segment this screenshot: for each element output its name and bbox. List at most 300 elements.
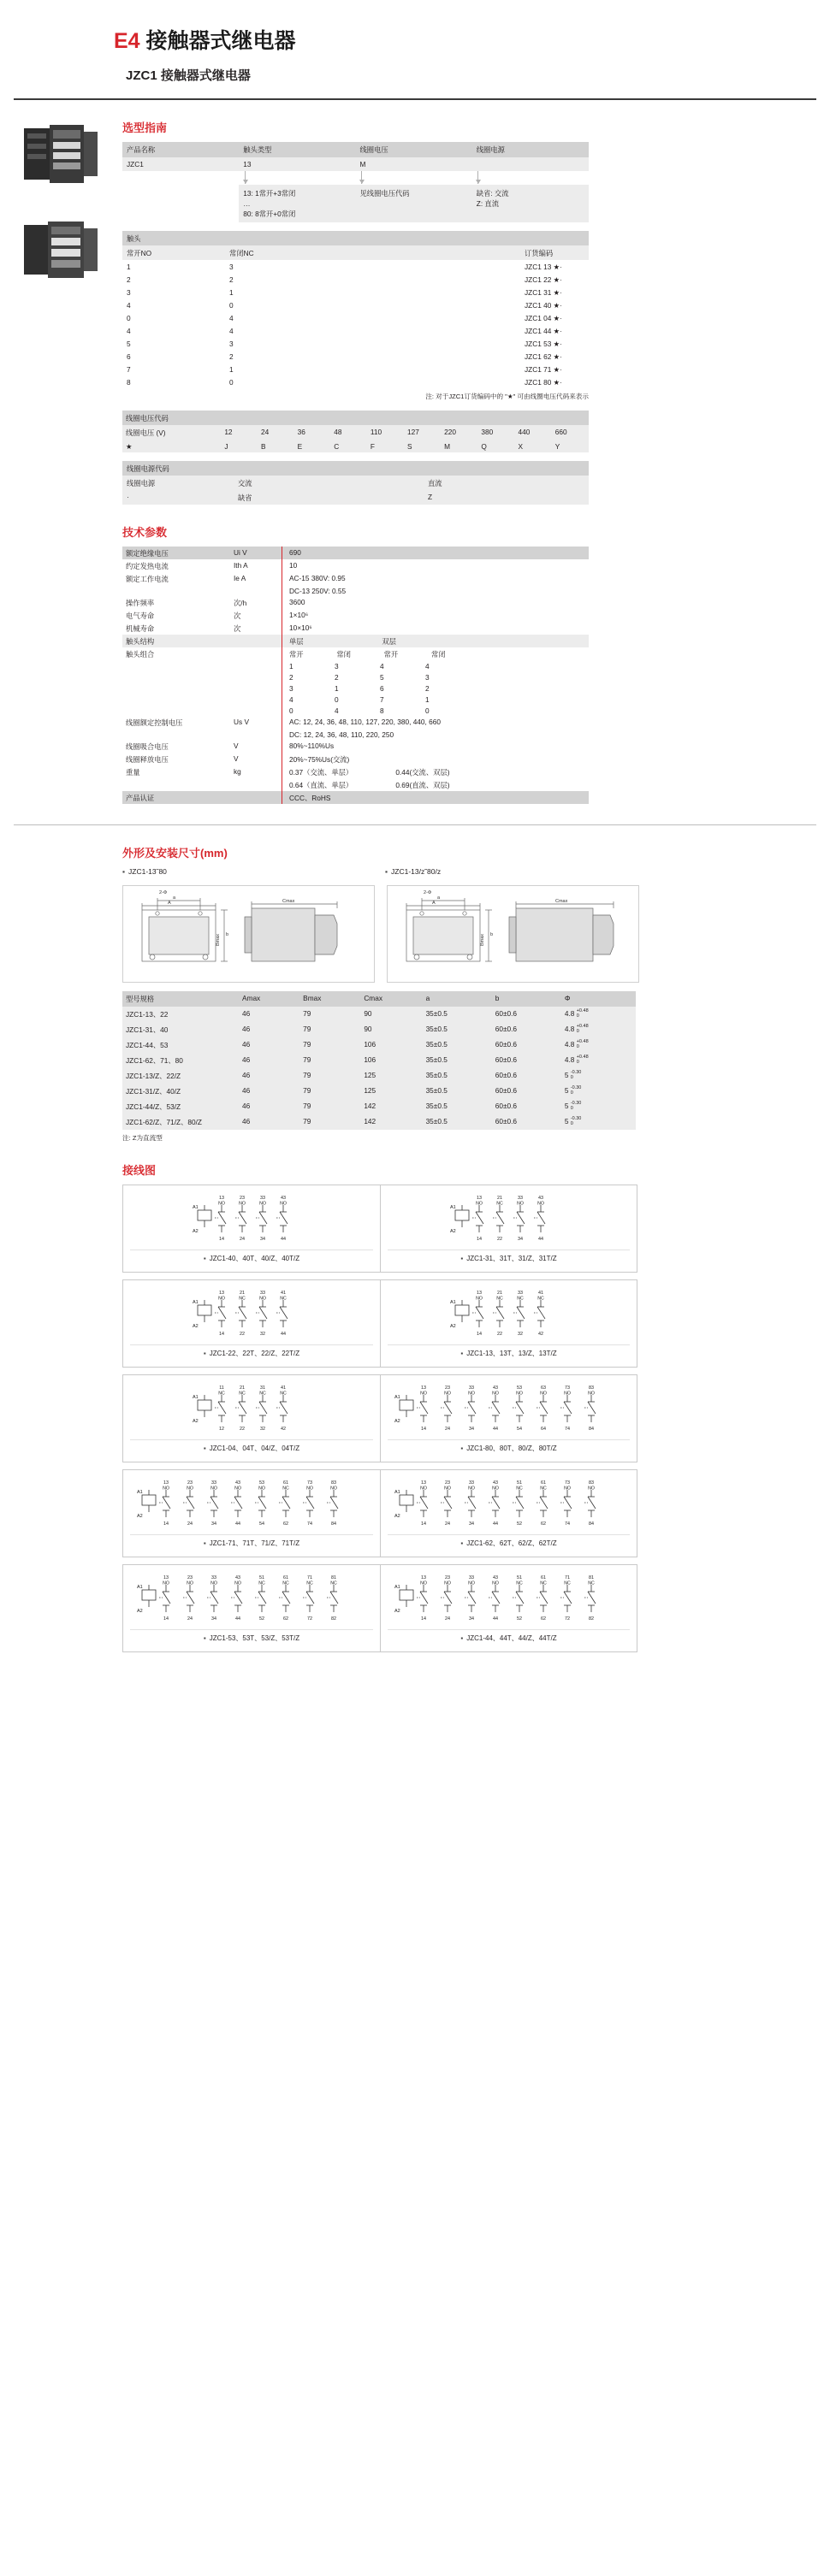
desc-contact-line1: 13: 1常开+3常闭 xyxy=(243,189,296,198)
arrow-coil-voltage xyxy=(361,171,362,184)
combo-cell: 3 xyxy=(425,672,430,682)
svg-text:31: 31 xyxy=(260,1385,265,1391)
release-unit: V xyxy=(234,753,239,763)
coil-dc-unit-blank xyxy=(230,729,282,740)
combo-h4: 常闭 xyxy=(430,649,446,659)
wiring-caption: ▪ JZC1-44、44T、44/Z、44T/Z xyxy=(388,1629,630,1647)
wiring-caption: ▪ JZC1-31、31T、31/Z、31T/Z xyxy=(388,1250,630,1267)
tech-unit xyxy=(230,585,282,596)
svg-text:NO: NO xyxy=(563,1391,571,1397)
cell-no: 3 xyxy=(127,287,131,297)
table-row xyxy=(122,411,589,425)
svg-text:13: 13 xyxy=(219,1196,224,1202)
svg-text:44: 44 xyxy=(235,1521,240,1527)
tech-structure-row xyxy=(122,635,589,647)
dim-cell: 142 xyxy=(360,1114,422,1130)
combo-blank xyxy=(122,705,230,716)
page-subtitle: JZC1 接触器式继电器 xyxy=(126,68,251,83)
dim-col-b: b xyxy=(492,991,561,1007)
desc-coil-voltage xyxy=(356,185,472,222)
dim-cell: 46 xyxy=(239,1037,299,1053)
dim-cell: 79 xyxy=(299,1053,360,1068)
cell-blank xyxy=(383,311,520,324)
combo-values xyxy=(282,682,590,694)
svg-text:NO: NO xyxy=(330,1486,337,1492)
combo-row xyxy=(122,671,589,682)
svg-text:A2: A2 xyxy=(137,1514,143,1520)
dim-phi: 4.8 +0.48 0 xyxy=(561,1037,636,1053)
svg-text:83: 83 xyxy=(331,1480,336,1486)
svg-text:14: 14 xyxy=(420,1616,426,1622)
svg-text:b: b xyxy=(226,932,229,938)
svg-text:A2: A2 xyxy=(394,1609,400,1615)
coil-voltage-value: 660 xyxy=(552,425,589,440)
svg-text:81: 81 xyxy=(588,1575,594,1581)
contact-rows xyxy=(122,260,589,388)
svg-text:14: 14 xyxy=(476,1237,482,1243)
cell-order-code: JZC1 13 ★· xyxy=(525,262,562,271)
svg-text:NO: NO xyxy=(187,1486,193,1492)
table-row xyxy=(122,1084,636,1099)
release-label: 线圈释放电压 xyxy=(126,754,169,764)
svg-text:74: 74 xyxy=(564,1427,570,1433)
svg-text:51: 51 xyxy=(516,1480,522,1486)
dimensions-title: 外形及安装尺寸(mm) xyxy=(122,847,228,860)
coil-voltage-codes-row xyxy=(122,440,589,452)
weight-dc-double: 0.69(直流、双层) xyxy=(395,780,450,789)
svg-text:32: 32 xyxy=(517,1332,523,1338)
svg-text:b: b xyxy=(490,932,494,938)
weight-dc-single: 0.64（直流、单层） xyxy=(289,780,353,789)
combo-cell: 2 xyxy=(335,672,339,682)
svg-text:NO: NO xyxy=(210,1580,217,1586)
tech-value: 10 xyxy=(282,559,590,572)
svg-text:84: 84 xyxy=(588,1521,594,1527)
svg-text:33: 33 xyxy=(517,1196,523,1202)
svg-text:a: a xyxy=(173,895,176,901)
contact-nc-label: 常闭NC xyxy=(225,245,383,260)
svg-text:24: 24 xyxy=(444,1616,450,1622)
order-note: 注: 对于JZC1订货编码中的 "★" 可由线圈电压代码来表示 xyxy=(425,393,589,401)
tech-coil-voltage-row xyxy=(122,716,589,729)
tech-title: 技术参数 xyxy=(122,526,168,540)
selection-arrows xyxy=(122,171,589,185)
combo-cell: 4 xyxy=(425,661,430,671)
contact-no-header xyxy=(225,231,383,245)
dim-cell: 46 xyxy=(239,1114,299,1130)
value-coil-source xyxy=(472,157,589,171)
dim-cell: 46 xyxy=(239,1007,299,1022)
svg-text:62: 62 xyxy=(540,1521,546,1527)
dim-cell: 79 xyxy=(299,1099,360,1114)
combo-headers xyxy=(282,647,590,660)
table-row xyxy=(122,185,589,222)
dim-cell: 35±0.5 xyxy=(423,1068,492,1084)
svg-text:NO: NO xyxy=(443,1580,451,1586)
svg-text:NO: NO xyxy=(475,1201,483,1207)
wiring-diagram xyxy=(123,1185,380,1272)
wiring-caption: ▪ JZC1-53、53T、53/Z、53T/Z xyxy=(130,1629,373,1647)
weight-row-1 xyxy=(282,765,590,778)
svg-text:24: 24 xyxy=(444,1521,450,1527)
svg-text:34: 34 xyxy=(517,1237,523,1243)
cell-no: 6 xyxy=(127,352,131,361)
svg-text:NO: NO xyxy=(516,1201,524,1207)
dim-col-a: a xyxy=(423,991,492,1007)
combo-unit-blank xyxy=(230,682,282,694)
svg-text:73: 73 xyxy=(564,1480,570,1486)
svg-text:NO: NO xyxy=(587,1391,595,1397)
svg-text:44: 44 xyxy=(492,1616,498,1622)
dim-col-cmax: Cmax xyxy=(360,991,422,1007)
svg-text:A1: A1 xyxy=(449,1205,456,1211)
dim-cell: 79 xyxy=(299,1068,360,1084)
tech-section xyxy=(122,523,830,804)
svg-text:23: 23 xyxy=(444,1385,450,1391)
dim-phi: 5 -0.30 0 xyxy=(561,1084,636,1099)
wiring-caption: ▪ JZC1-04、04T、04/Z、04T/Z xyxy=(130,1439,373,1457)
dim-cell: 60±0.6 xyxy=(492,1007,561,1022)
table-row xyxy=(122,476,589,490)
table-row xyxy=(122,350,589,363)
combo-blank xyxy=(122,671,230,682)
coil-voltage-value: 12 xyxy=(221,425,258,440)
dim-cell: 35±0.5 xyxy=(423,1007,492,1022)
svg-text:63: 63 xyxy=(540,1385,546,1391)
combo-label: 触头组合 xyxy=(126,649,155,659)
coil-voltage-code: F xyxy=(367,440,404,452)
dim-cell: 106 xyxy=(360,1037,422,1053)
cell-blank xyxy=(383,363,520,375)
table-row xyxy=(122,1037,636,1053)
dim-cell: 60±0.6 xyxy=(492,1084,561,1099)
cert-value: CCC、RoHS xyxy=(282,791,590,804)
svg-text:NO: NO xyxy=(537,1201,544,1207)
dim-phi: 5 -0.30 0 xyxy=(561,1068,636,1084)
coil-voltage-code: Q xyxy=(477,440,514,452)
tech-key: 操作频率 xyxy=(126,598,155,607)
svg-text:NC: NC xyxy=(516,1296,524,1302)
table-row xyxy=(122,1007,636,1022)
tech-weight-row1 xyxy=(122,765,589,778)
svg-text:43: 43 xyxy=(537,1196,543,1202)
svg-text:NC: NC xyxy=(539,1580,547,1586)
combo-unit-blank xyxy=(230,660,282,671)
tech-weight-row2 xyxy=(122,778,589,791)
wiring-diagram xyxy=(380,1470,637,1557)
svg-text:21: 21 xyxy=(496,1291,502,1297)
svg-text:32: 32 xyxy=(260,1332,265,1338)
desc-contact-line3: 80: 8常开+0常闭 xyxy=(243,210,296,219)
svg-text:NO: NO xyxy=(539,1391,547,1397)
cell-no: 4 xyxy=(127,300,131,310)
svg-text:13: 13 xyxy=(219,1291,224,1297)
dim-cell: 90 xyxy=(360,1022,422,1037)
svg-text:21: 21 xyxy=(240,1385,245,1391)
structure-single: 单层 xyxy=(289,636,304,646)
combo-unit-blank xyxy=(230,694,282,705)
svg-text:34: 34 xyxy=(260,1237,265,1243)
desc-contact-line2: … xyxy=(243,199,251,209)
wiring-diagram xyxy=(123,1280,380,1367)
coil-power-dc-label: 直流 xyxy=(424,476,589,490)
dim-cell: 60±0.6 xyxy=(492,1053,561,1068)
coil-power-symbol: · xyxy=(122,490,234,505)
series-code: E4 xyxy=(114,29,140,53)
cell-nc: 4 xyxy=(229,313,234,322)
combo-values xyxy=(282,671,590,682)
dim-phi: 5 -0.30 0 xyxy=(561,1099,636,1114)
svg-text:24: 24 xyxy=(187,1616,193,1622)
dim-cell: 125 xyxy=(360,1068,422,1084)
tech-value: 10×10⁶ xyxy=(282,622,590,635)
table-row xyxy=(122,324,589,337)
combo-cell: 4 xyxy=(380,661,384,671)
svg-text:13: 13 xyxy=(420,1385,426,1391)
wiring-diagram-pair xyxy=(122,1469,637,1557)
coil-voltage-row-label: 线圈电压 (V) xyxy=(122,425,221,440)
cell-order-code: JZC1 31 ★· xyxy=(525,287,562,297)
dim-cell: 46 xyxy=(239,1053,299,1068)
cert-label: 产品认证 xyxy=(122,791,230,804)
desc-src-line2: Z: 直流 xyxy=(476,199,500,209)
svg-text:2-Φ: 2-Φ xyxy=(424,890,432,896)
selection-guide-title: 选型指南 xyxy=(122,121,168,134)
table-row xyxy=(122,1053,636,1068)
dim-cell: 46 xyxy=(239,1068,299,1084)
svg-text:51: 51 xyxy=(259,1575,264,1581)
svg-text:43: 43 xyxy=(235,1575,240,1581)
coil-voltage-value: 48 xyxy=(330,425,367,440)
dim-phi: 5 -0.30 0 xyxy=(561,1114,636,1130)
svg-text:83: 83 xyxy=(588,1385,594,1391)
svg-text:52: 52 xyxy=(259,1616,264,1622)
dim-col-model: 型号规格 xyxy=(122,991,239,1007)
svg-text:83: 83 xyxy=(588,1480,594,1486)
coil-voltage-code: X xyxy=(515,440,552,452)
svg-text:34: 34 xyxy=(468,1427,474,1433)
col-header-product: 产品名称 xyxy=(122,142,239,157)
wiring-diagram xyxy=(380,1185,637,1272)
table-row xyxy=(122,375,589,388)
svg-text:14: 14 xyxy=(476,1332,482,1338)
combo-cell: 4 xyxy=(335,706,339,715)
product-photo-bottom xyxy=(19,215,104,293)
combo-blank xyxy=(122,694,230,705)
dim-model: JZC1-31/Z、40/Z xyxy=(122,1084,239,1099)
tech-unit: Ith A xyxy=(234,560,248,570)
combo-cell: 0 xyxy=(425,706,430,715)
wiring-diagram xyxy=(123,1565,380,1651)
pickup-value: 80%~110%Us xyxy=(282,740,590,753)
svg-text:23: 23 xyxy=(444,1575,450,1581)
svg-text:33: 33 xyxy=(211,1480,216,1486)
combo-row xyxy=(122,660,589,671)
svg-text:23: 23 xyxy=(444,1480,450,1486)
table-row xyxy=(122,1099,636,1114)
svg-text:A2: A2 xyxy=(394,1419,400,1425)
dim-cell: 35±0.5 xyxy=(423,1084,492,1099)
combo-cell: 4 xyxy=(289,694,293,704)
dim-cell: 60±0.6 xyxy=(492,1099,561,1114)
cell-nc: 0 xyxy=(229,377,234,387)
tech-value: DC-13 250V: 0.55 xyxy=(282,585,590,596)
cell-no: 1 xyxy=(127,262,131,271)
svg-text:A2: A2 xyxy=(449,1324,456,1330)
svg-text:34: 34 xyxy=(211,1616,216,1622)
tech-cert-row xyxy=(122,791,589,804)
svg-text:61: 61 xyxy=(283,1575,288,1581)
combo-cell: 1 xyxy=(289,661,293,671)
wiring-title: 接线图 xyxy=(122,1164,157,1178)
svg-text:NO: NO xyxy=(234,1486,241,1492)
svg-text:NC: NC xyxy=(563,1580,571,1586)
combo-rows xyxy=(122,660,589,716)
svg-text:41: 41 xyxy=(281,1291,286,1297)
dim-caption-left: ▪ JZC1-13˜80 xyxy=(122,867,373,876)
weight-ac-double: 0.44(交流、双层) xyxy=(395,767,450,777)
svg-text:72: 72 xyxy=(307,1616,312,1622)
svg-text:NC: NC xyxy=(515,1486,523,1492)
wiring-diagrams xyxy=(122,1185,830,1652)
cell-nc: 4 xyxy=(229,326,234,335)
svg-text:NO: NO xyxy=(187,1580,193,1586)
dim-phi: 4.8 +0.48 0 xyxy=(561,1053,636,1068)
svg-text:42: 42 xyxy=(537,1332,543,1338)
svg-text:14: 14 xyxy=(219,1332,224,1338)
svg-text:52: 52 xyxy=(516,1616,522,1622)
dim-cell: 46 xyxy=(239,1099,299,1114)
cert-unit-blank xyxy=(230,791,282,804)
svg-text:44: 44 xyxy=(492,1427,498,1433)
coil-voltage-values-row xyxy=(122,425,589,440)
cell-nc: 2 xyxy=(229,352,234,361)
table-row xyxy=(122,337,589,350)
tech-unit: 次 xyxy=(234,623,241,633)
svg-text:22: 22 xyxy=(240,1427,245,1433)
cell-blank xyxy=(383,324,520,337)
coil-dc-blank xyxy=(122,729,230,740)
svg-text:23: 23 xyxy=(187,1480,193,1486)
svg-text:44: 44 xyxy=(492,1521,498,1527)
svg-text:41: 41 xyxy=(537,1291,543,1297)
svg-text:84: 84 xyxy=(331,1521,336,1527)
svg-text:Bmax: Bmax xyxy=(480,933,485,947)
svg-text:14: 14 xyxy=(219,1237,224,1243)
combo-blank xyxy=(122,682,230,694)
dim-cell: 35±0.5 xyxy=(423,1053,492,1068)
svg-text:14: 14 xyxy=(163,1521,169,1527)
svg-text:NC: NC xyxy=(282,1486,289,1492)
svg-text:A1: A1 xyxy=(193,1205,199,1211)
coil-voltage-value: 110 xyxy=(367,425,404,440)
coil-voltage-code: M xyxy=(441,440,477,452)
svg-text:81: 81 xyxy=(331,1575,336,1581)
tech-unit: Ie A xyxy=(234,573,246,582)
combo-cell: 7 xyxy=(380,694,384,704)
coil-power-title: 线圈电源代码 xyxy=(122,461,589,476)
pickup-unit: V xyxy=(234,741,239,750)
svg-text:73: 73 xyxy=(307,1480,312,1486)
svg-text:13: 13 xyxy=(476,1196,482,1202)
contact-group-header: 触头 xyxy=(122,231,225,245)
svg-text:13: 13 xyxy=(420,1575,426,1581)
svg-text:NC: NC xyxy=(587,1580,595,1586)
svg-text:NC: NC xyxy=(306,1580,313,1586)
product-photo-top xyxy=(19,120,104,198)
tech-value: 1×10⁶ xyxy=(282,609,590,622)
dim-cell: 46 xyxy=(239,1084,299,1099)
wiring-diagram xyxy=(380,1375,637,1462)
table-row xyxy=(122,298,589,311)
combo-values xyxy=(282,660,590,671)
coil-voltage-value: 220 xyxy=(441,425,477,440)
section-divider xyxy=(14,824,816,825)
svg-text:A2: A2 xyxy=(193,1229,199,1235)
cell-no: 0 xyxy=(127,313,131,322)
series-title: 接触器式继电器 xyxy=(145,29,296,53)
dim-cell: 60±0.6 xyxy=(492,1037,561,1053)
cell-blank xyxy=(383,273,520,286)
product-images xyxy=(19,120,109,310)
svg-text:24: 24 xyxy=(444,1427,450,1433)
table-row xyxy=(122,231,589,245)
dim-cell: 79 xyxy=(299,1037,360,1053)
dim-model: JZC1-13/Z、22/Z xyxy=(122,1068,239,1084)
combo-row xyxy=(122,694,589,705)
dim-cell: 60±0.6 xyxy=(492,1068,561,1084)
svg-text:24: 24 xyxy=(240,1237,245,1243)
svg-text:NO: NO xyxy=(210,1486,217,1492)
coil-voltage-title: 线圈电压代码 xyxy=(122,411,589,425)
svg-text:NC: NC xyxy=(258,1580,265,1586)
svg-text:61: 61 xyxy=(540,1575,546,1581)
table-row xyxy=(122,245,589,260)
cell-no: 5 xyxy=(127,339,131,348)
combo-unit-blank xyxy=(230,647,282,660)
dim-model: JZC1-44/Z、53/Z xyxy=(122,1099,239,1114)
cell-blank xyxy=(383,286,520,298)
tech-value: AC-15 380V: 0.95 xyxy=(282,572,590,585)
combo-cell: 1 xyxy=(425,694,430,704)
dim-phi: 4.8 +0.48 0 xyxy=(561,1007,636,1022)
svg-text:14: 14 xyxy=(163,1616,169,1622)
combo-cell: 3 xyxy=(289,683,293,693)
tech-combo-header-row xyxy=(122,647,589,660)
table-row xyxy=(122,311,589,324)
cell-nc: 3 xyxy=(229,339,234,348)
svg-text:A2: A2 xyxy=(137,1609,143,1615)
svg-text:11: 11 xyxy=(219,1385,224,1391)
cell-blank xyxy=(383,260,520,273)
svg-text:NO: NO xyxy=(258,1486,265,1492)
cell-blank xyxy=(383,298,520,311)
page-header xyxy=(0,0,830,84)
tech-row xyxy=(122,622,589,635)
table-row xyxy=(122,991,636,1007)
svg-text:62: 62 xyxy=(283,1521,288,1527)
svg-text:NO: NO xyxy=(467,1580,475,1586)
svg-text:NC: NC xyxy=(239,1391,246,1397)
svg-text:NO: NO xyxy=(419,1486,427,1492)
cell-order-code: JZC1 44 ★· xyxy=(525,326,562,335)
svg-text:34: 34 xyxy=(468,1616,474,1622)
svg-text:33: 33 xyxy=(468,1575,474,1581)
wiring-diagram xyxy=(123,1375,380,1462)
svg-text:NC: NC xyxy=(218,1391,225,1397)
svg-text:82: 82 xyxy=(331,1616,336,1622)
svg-text:NO: NO xyxy=(163,1486,169,1492)
